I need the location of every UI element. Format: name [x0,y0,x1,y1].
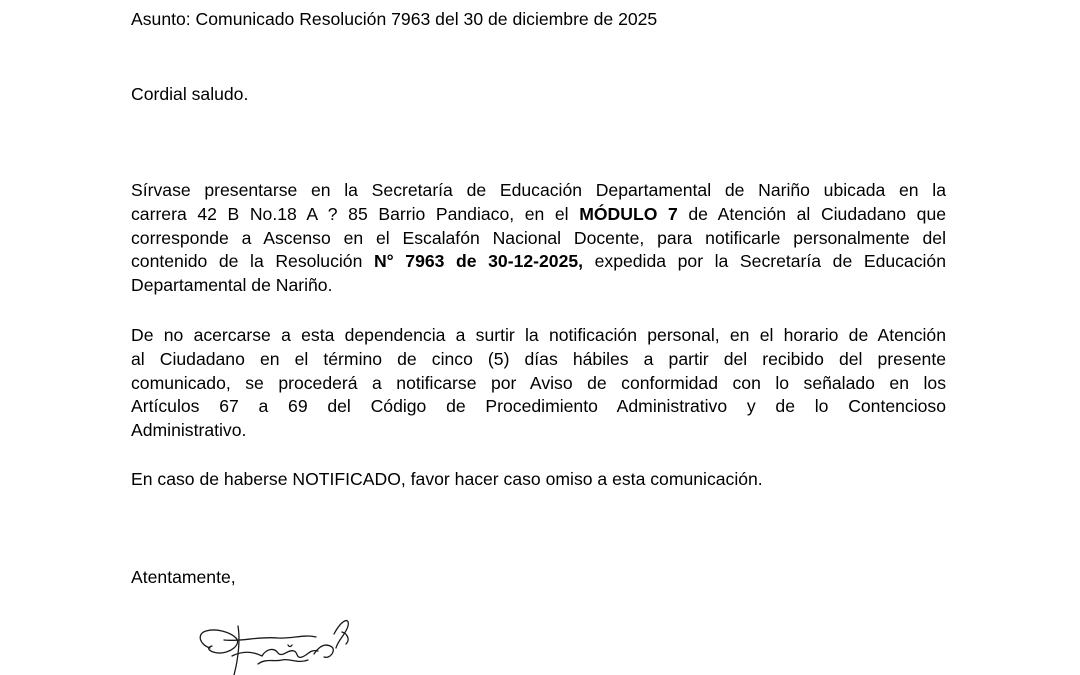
paragraph-omit-notice: En caso de haberse NOTIFICADO, favor hacer caso omiso a esta comunicación. [131,469,763,489]
paragraph-instructions [131,179,946,298]
paragraph1-line4-text-a: contenido de la Resolución [131,251,374,272]
paragraph1-line2 [131,203,946,227]
paragraph1-line2-text-b: de Atención al Ciudadano que [677,203,947,224]
paragraph2-line2: al Ciudadano en el término de cinco (5) días hábiles a partir del recibido del presente [131,348,946,369]
paragraph1-line4 [131,250,946,274]
module-number: MÓDULO 7 [579,203,678,224]
paragraph2-line3: comunicado, se procederá a notificarse por Aviso de conformidad con lo señalado en los [131,372,946,393]
paragraph2-line4: Artículos 67 a 69 del Código de Procedimiento Administrativo y de lo Contencioso [131,396,946,417]
paragraph2-line5: Administrativo. [131,420,247,441]
paragraph2-line1: De no acercarse a esta dependencia a surtir la notificación personal, en el horario de Atención [131,325,946,345]
paragraph1-line5: Departamental de Nariño. [131,275,333,296]
greeting: Cordial saludo. [131,84,249,104]
paragraph1-line3: corresponde a Ascenso en el Escalafón Nacional Docente, para notificarle personalmente del [131,227,946,248]
closing: Atentamente, [131,567,236,587]
handwritten-signature [192,612,362,675]
paragraph-notice [131,324,946,443]
resolution-number: N° 7963 de 30-12-2025, [373,251,584,272]
paragraph1-line4-text-b: expedida por la Secretaría de Educación [583,251,946,272]
subject-line: Asunto: Comunicado Resolución 7963 del 30 de diciembre de 2025 [131,9,658,29]
paragraph1-line1: Sírvase presentarse en la Secretaría de Educación Departamental de Nariño ubicada en la [131,180,946,200]
paragraph1-line2-text-a: carrera 42 B No.18 A ? 85 Barrio Pandiaco, en el [131,203,580,224]
